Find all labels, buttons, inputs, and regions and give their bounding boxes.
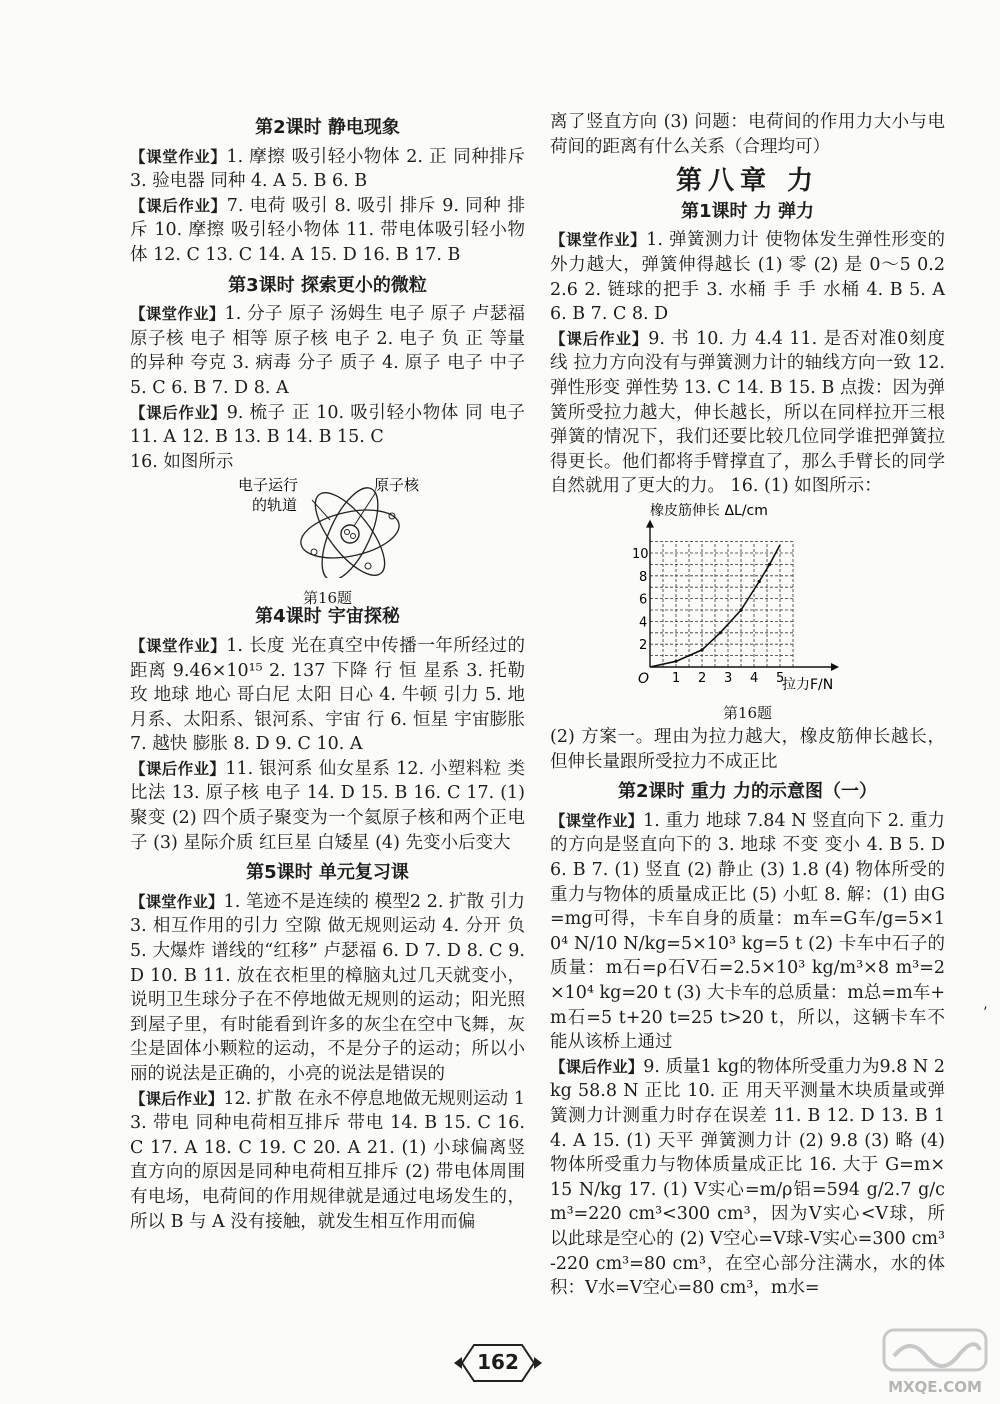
answer-text: 11. 银河系 仙女星系 12. 小塑料粒 类比法 13. 原子核 电子 14. D 15. B 16. C 17. (1) 聚变 (2) 四个质子聚变为一个氦原子核和两个正电子 (3) 星际介质 红巨星 白矮星 (4) 先变小后变大 — [130, 758, 525, 853]
answer-tag: 【课堂作业】 — [130, 892, 224, 911]
x-tick-label: 3 — [724, 670, 733, 686]
answer-paragraph — [130, 401, 525, 450]
section-heading: 第5课时 单元复习课 — [246, 862, 409, 884]
watermark — [880, 1326, 990, 1396]
x-tick-label: 1 — [672, 670, 681, 686]
section-heading: 第4课时 宇宙探秘 — [255, 606, 400, 628]
orbit-ellipses — [297, 481, 404, 579]
data-point — [739, 608, 742, 611]
data-point — [674, 660, 677, 663]
electron-icon — [311, 549, 317, 555]
answer-paragraph: 16. 如图所示 — [130, 451, 234, 472]
section-heading: 第2课时 重力 力的示意图（一） — [617, 781, 878, 803]
answer-paragraph — [550, 1055, 945, 1301]
right-column — [550, 110, 945, 1301]
electron-icon — [365, 563, 371, 569]
answer-tag: 【课堂作业】 — [550, 231, 647, 250]
answer-paragraph — [130, 634, 525, 757]
answer-text: 1. 重力 地球 7.84 N 竖直向下 2. 重力的方向是竖直向下的 3. 地球 不变 变小 4. B 5. D 6. B 7. (1) 竖直 (2) 静止 (3) 1.8 (4) 物体所受的重力与物体的质量成正比 (5) 小虹 8. 解：(1) 由G=mg可得，卡车自身的质量：m车=G车/g=5×10⁴ N/10 N/kg=5×10³ kg=5 t (2) 卡车中石子的质量：m石=ρ石V石=2.5×10³ kg/m³×8 m³=2×10⁴ kg=20 t (3) 大卡车的总质量：m总=m车+m石=5 t+20 t=25 t>20 t，所以，这辆卡车不能从该桥上通过 — [550, 810, 945, 1053]
answer-text: 9. 质量1 kg的物体所受重力为9.8 N 2 kg 58.8 N 正比 10. 正 用天平测量木块质量或弹簧测力计测重力时存在误差 11. B 12. D 13. B 14. A 15. (1) 天平 弹簧测力计 (2) 9.8 (3) 略 (4) 物体所受重力与物体质量成正比 16. 大于 G=m×15 N/kg 17. (1) V实心=m/ρ铝=594 g/2.7 g/cm³=220 cm³<300 cm³，因为V实心<V球，所以此球是空心的 (2) V空心=V球-V实心=300 cm³-220 cm³=80 cm³，在空心部分注满水，水的体积：V水=V空心=80 cm³，m水= — [550, 1056, 945, 1299]
answer-paragraph — [550, 327, 945, 499]
answer-text: 1. 分子 原子 汤姆生 电子 原子 卢瑟福 原子核 电子 相等 原子核 电子 2. 电子 负 正 等量的异种 夸克 3. 病毒 分子 质子 4. 原子 电子 中子 5. C 6. B 7. D 8. A — [130, 304, 525, 398]
x-tick-label: 2 — [698, 670, 707, 686]
answer-text: 1. 摩擦 吸引轻小物体 2. 正 同种排斥 3. 验电器 同种 4. A 5. B 6. B — [130, 146, 525, 192]
answer-text: 1. 长度 光在真空中传播一年所经过的距离 9.46×10¹⁵ 2. 137 下降 行 恒 星系 3. 托勒玫 地球 地心 哥白尼 太阳 日心 4. 牛顿 引力 5. 地月系、太阳系、银河系、宇宙 行 6. 恒星 宇宙膨胀 7. 越快 膨胀 8. D 9. C 10. A — [130, 635, 525, 755]
leader-line — [312, 500, 330, 520]
x-tick-label: 4 — [750, 670, 759, 686]
answer-text: 12. 扩散 在永不停息地做无规则运动 13. 带电 同种电荷相互排斥 带电 14. B 15. C 16. C 17. A 18. C 19. C 20. A 21. (1) 小球偏离竖直方向的原因是同种电荷相互排斥 (2) 带电体周围有电场，电荷间的作用规律就是通过电场发生的，所以 B 与 A 没有接触，就发生相互作用而偏 — [130, 1088, 525, 1232]
answer-paragraph: 离了竖直方向 (3) 问题：电荷间的作用力大小与电荷间的距离有什么关系（合理均可） — [550, 112, 945, 157]
answer-text: 9. 书 10. 力 4.4 11. 是否对准0刻度线 拉力方向没有与弹簧测力计的轴线方向一致 12. 弹性形变 弹性势 13. C 14. B 15. B 点拨：因为弹簧所受拉力越大，伸长越长，所以在同样拉开三根弹簧的情况下，我们还要比较几位同学谁把弹簧拉得更长。他们都将手臂撑直了，那么手臂长的同学自然就用了更大的力。 16. (1) 如图所示： — [550, 328, 945, 497]
orbit-label: 电子运行 — [238, 476, 299, 495]
answer-tag: 【课堂作业】 — [550, 811, 644, 830]
answer-paragraph — [130, 302, 525, 400]
answer-paragraph — [130, 890, 525, 1087]
data-point — [758, 580, 761, 583]
y-tick-label: 10 — [632, 546, 649, 562]
section-heading: 第1课时 力 弹力 — [680, 200, 815, 222]
answer-tag: 【课后作业】 — [130, 759, 226, 778]
nucleus-label: 原子核 — [374, 476, 420, 495]
x-axis-arrow-icon — [831, 663, 839, 671]
x-tick-label: 5 — [776, 670, 785, 686]
answer-paragraph — [130, 194, 525, 268]
orbit-1 — [297, 502, 404, 566]
answer-text: 1. 笔迹不是连续的 模型2 2. 扩散 引力 3. 相互作用的引力 空隙 做无规则运动 4. 分开 负 5. 大爆炸 谱线的“红移” 卢瑟福 6. D 7. D 8. C 9. D 10. B 11. 放在衣柜里的樟脑丸过几天就变小，说明卫生球分子在不停地做无规则的运动；阳光照到屋子里，有时能看到许多的灰尘在空中飞舞，灰尘是固体小颗粒的运动，不是分子的运动；所以小丽的说法是正确的，小亮的说法是错误的 — [130, 891, 525, 1084]
atom-model-diagram — [130, 474, 525, 578]
answer-text: 1. 弹簧测力计 使物体发生弹性形变的外力越大，弹簧伸得越长 (1) 零 (2) 是 0～5 0.2 2.6 2. 链球的把手 3. 水桶 手 手 水桶 4. B 5. A 6. B 7. C 8. D — [550, 230, 945, 325]
page-number-badge — [452, 1343, 544, 1383]
watermark-url: MXQE.COM — [888, 1378, 982, 1396]
y-tick-label: 8 — [639, 569, 648, 585]
y-axis-label: 橡皮筋伸长 ΔL/cm — [650, 502, 768, 519]
answer-tag: 【课堂作业】 — [130, 147, 227, 166]
answer-tag: 【课堂作业】 — [130, 636, 227, 655]
y-tick-label: 2 — [639, 638, 648, 654]
y-tick-label: 4 — [639, 615, 648, 631]
chart-axes — [646, 520, 839, 671]
orbit-label: 的轨道 — [252, 496, 298, 515]
answer-text: 9. 梳子 正 10. 吸引轻小物体 同 电子 11. A 12. B 13. B 14. B 15. C — [130, 402, 525, 448]
answer-tag: 【课后作业】 — [130, 1089, 224, 1108]
data-point — [768, 563, 771, 566]
section-heading: 第3课时 探索更小的微粒 — [228, 274, 427, 296]
origin-label: O — [638, 670, 650, 687]
answer-paragraph — [550, 809, 945, 1055]
answer-tag: 【课后作业】 — [550, 1057, 644, 1076]
data-point — [719, 631, 722, 634]
chapter-heading: 第八章 力 — [675, 166, 820, 197]
page-number: 162 — [477, 1350, 519, 1374]
y-axis-arrow-icon — [646, 520, 654, 528]
figure-caption: 第16题 — [302, 588, 353, 607]
stretch-force-graph — [550, 499, 945, 699]
orbit-2 — [303, 483, 396, 579]
left-column — [130, 110, 525, 1234]
answer-text: 7. 电荷 吸引 8. 吸引 排斥 9. 同种 排斥 10. 摩擦 吸引轻小物体 11. 带电体吸引轻小物体 12. C 13. C 14. A 15. D 16. B 17. B — [130, 195, 525, 265]
answer-paragraph — [130, 757, 525, 855]
answer-tag: 【课后作业】 — [130, 196, 227, 215]
atom-figure — [130, 474, 525, 607]
y-tick-label: 6 — [639, 592, 648, 608]
watermark-logo — [880, 1326, 990, 1374]
section-heading: 第2课时 静电现象 — [255, 117, 400, 138]
x-axis-label: 拉力F/N — [782, 676, 834, 693]
answer-paragraph — [130, 1087, 525, 1235]
answer-tag: 【课后作业】 — [130, 403, 227, 422]
proton-icon — [345, 530, 350, 535]
nucleus-icon — [341, 525, 359, 543]
figure-caption: 第16题 — [722, 703, 773, 722]
answer-paragraph — [550, 228, 945, 326]
data-point — [700, 648, 703, 651]
answer-tag: 【课堂作业】 — [130, 305, 225, 324]
answer-paragraph — [130, 145, 525, 194]
margin-mark: ’ — [983, 1005, 988, 1021]
answer-paragraph: (2) 方案一。理由为拉力越大，橡皮筋伸长越长，但伸长量跟所受拉力不成正比 — [550, 727, 945, 772]
graph-figure — [550, 499, 945, 725]
answer-tag: 【课后作业】 — [550, 329, 649, 348]
proton-icon — [351, 534, 356, 539]
